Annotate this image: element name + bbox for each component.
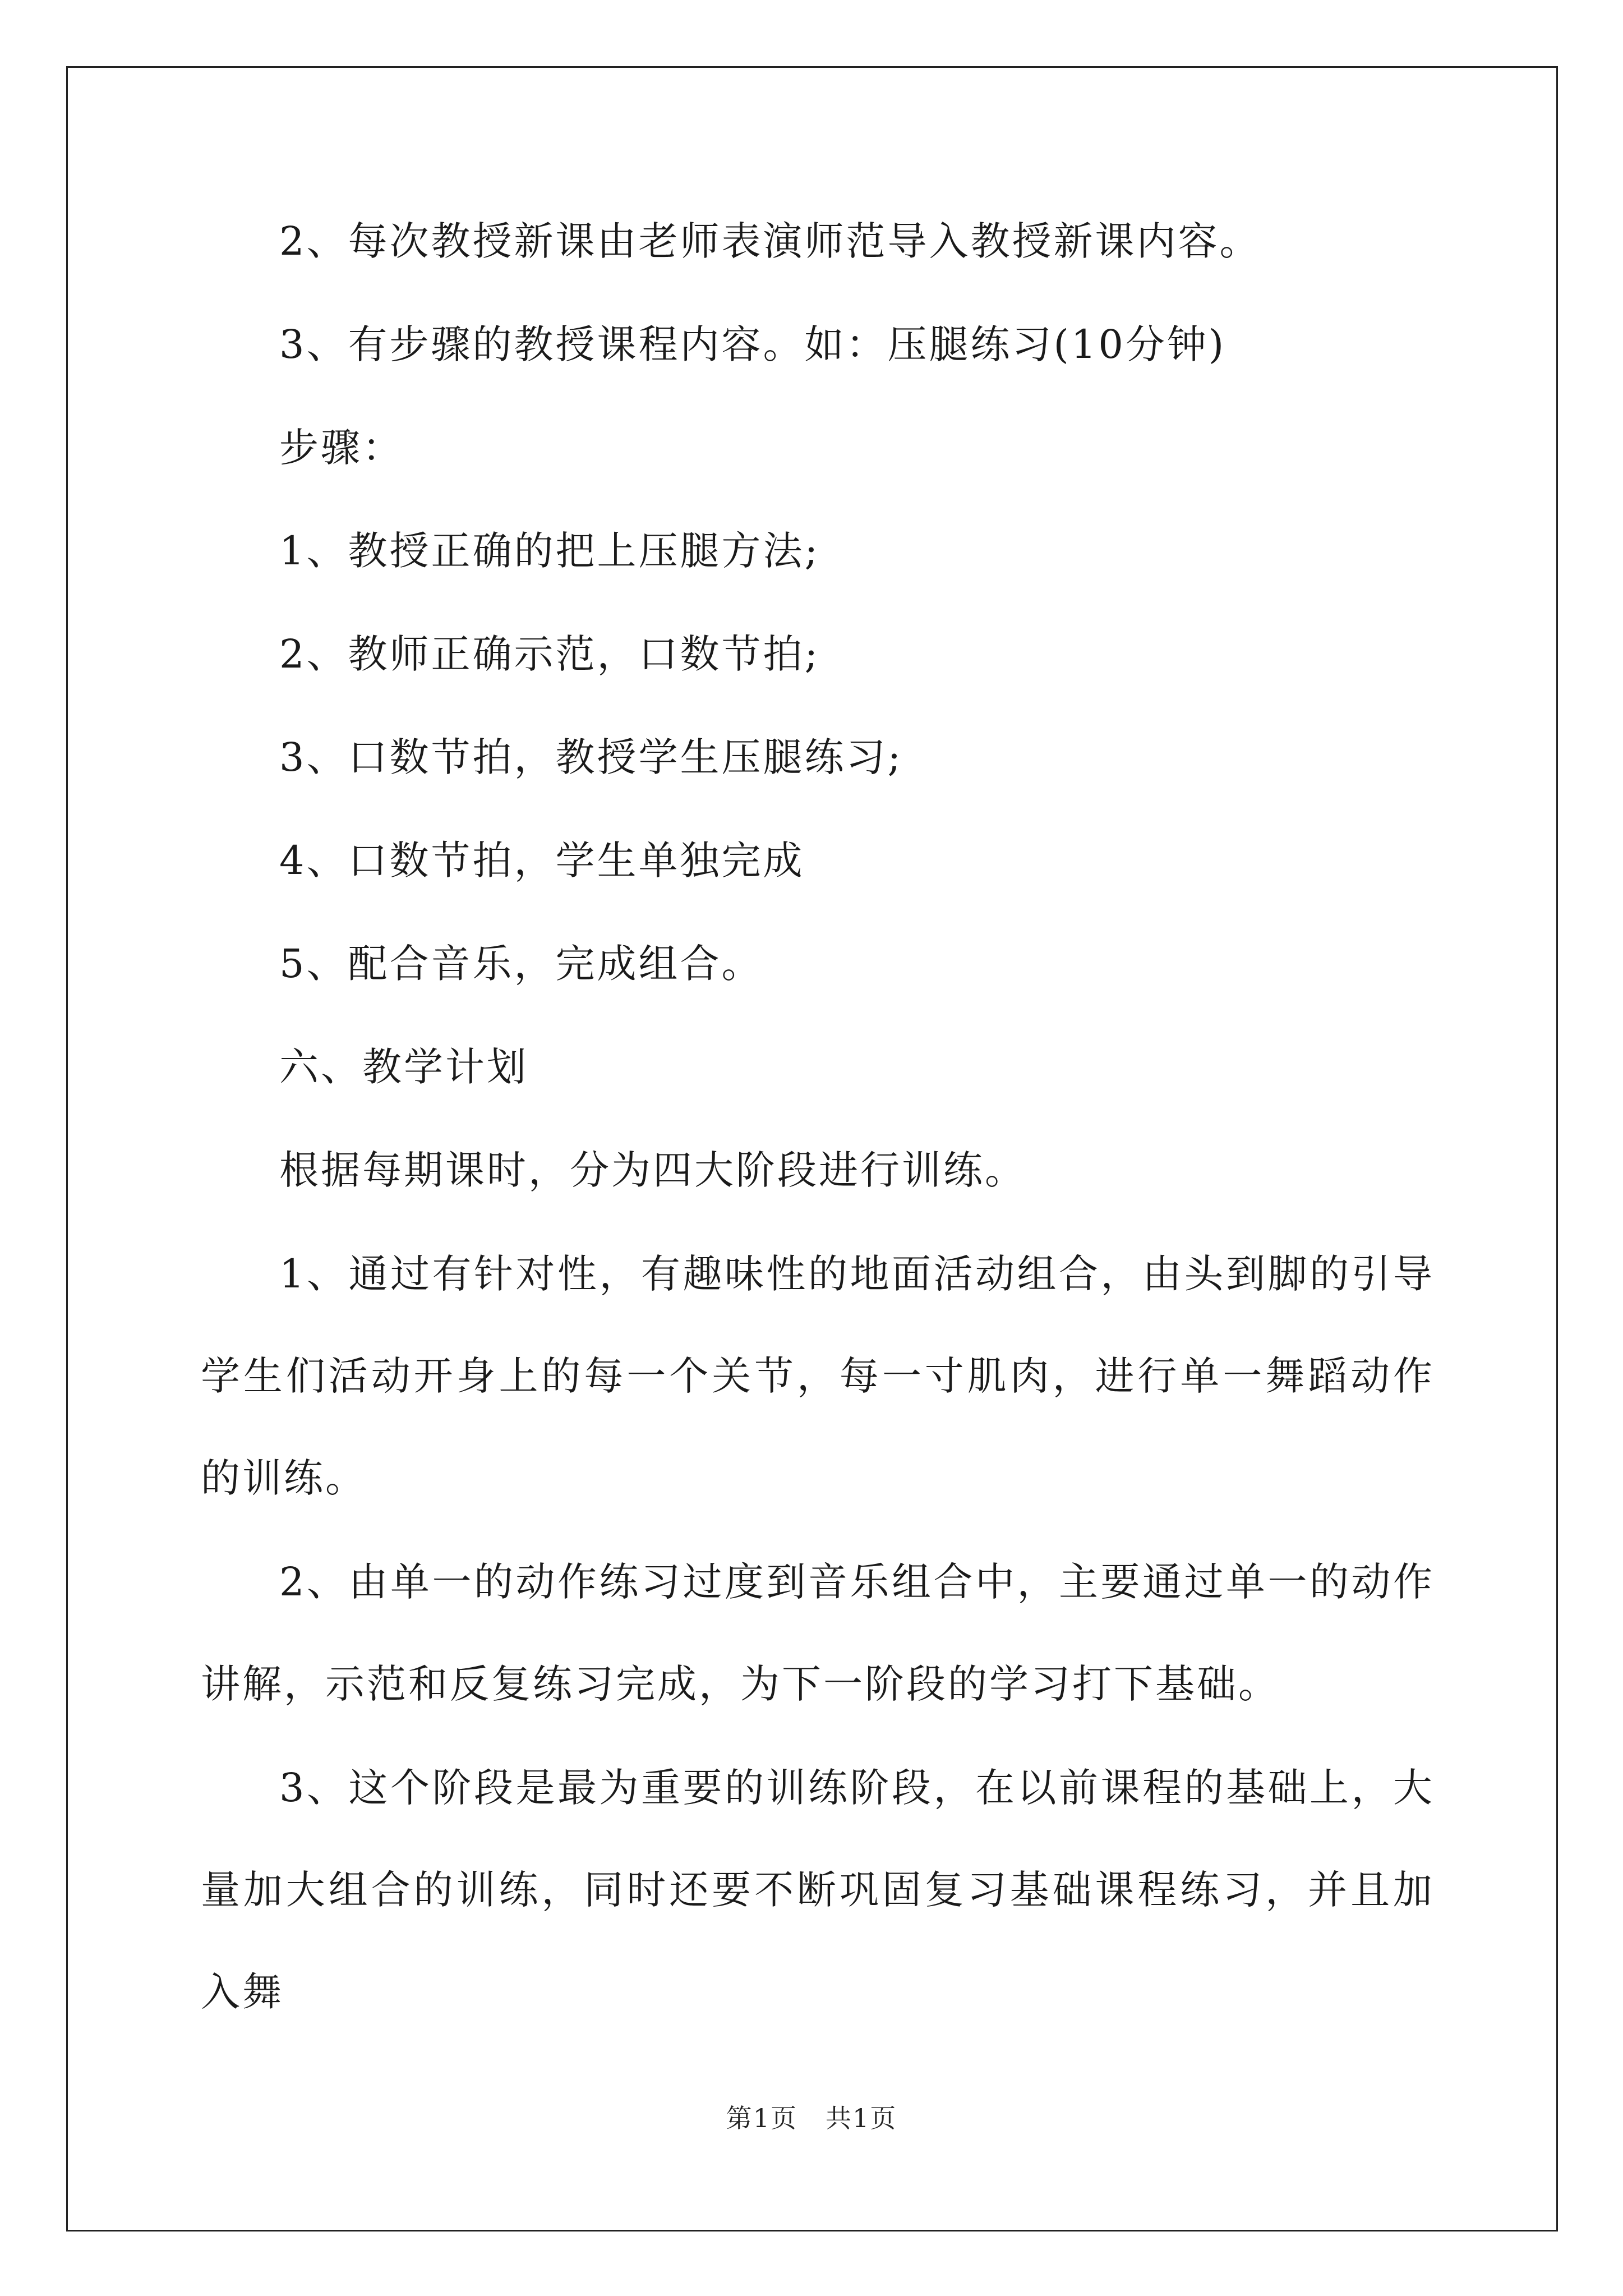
section-heading: 六、教学计划 xyxy=(279,1044,528,1090)
page-footer xyxy=(0,2098,1623,2135)
paragraph: 1、教授正确的把上压腿方法; xyxy=(279,528,820,574)
paragraph: 3、有步骤的教授课程内容。如：压腿练习(10分钟) xyxy=(279,321,1227,367)
paragraph: 根据每期课时，分为四大阶段进行训练。 xyxy=(279,1147,1026,1193)
page-number: 第1页 xyxy=(726,2103,797,2133)
paragraph: 2、教师正确示范，口数节拍; xyxy=(279,631,820,677)
paragraph: 5、配合音乐，完成组合。 xyxy=(279,941,763,987)
paragraph: 1、通过有针对性，有趣味性的地面活动组合，由头到脚的引导学生们活动开身上的每一个关节，每一寸肌肉，进行单一舞蹈动作的训练。 xyxy=(201,1251,1435,1501)
paragraph: 2、每次教授新课由老师表演师范导入教授新课内容。 xyxy=(279,218,1261,264)
paragraph: 步骤： xyxy=(279,425,404,471)
paragraph: 4、口数节拍，学生单独完成 xyxy=(279,838,805,884)
paragraph: 3、这个阶段是最为重要的训练阶段，在以前课程的基础上，大量加大组合的训练，同时还要不断巩固复习基础课程练习，并且加入舞 xyxy=(201,1765,1435,2015)
page-total: 共1页 xyxy=(826,2103,897,2133)
paragraph: 2、由单一的动作练习过度到音乐组合中，主要通过单一的动作讲解，示范和反复练习完成，为下一阶段的学习打下基础。 xyxy=(201,1559,1435,1707)
paragraph: 3、口数节拍，教授学生压腿练习; xyxy=(279,734,903,780)
document-body xyxy=(201,219,1435,2043)
